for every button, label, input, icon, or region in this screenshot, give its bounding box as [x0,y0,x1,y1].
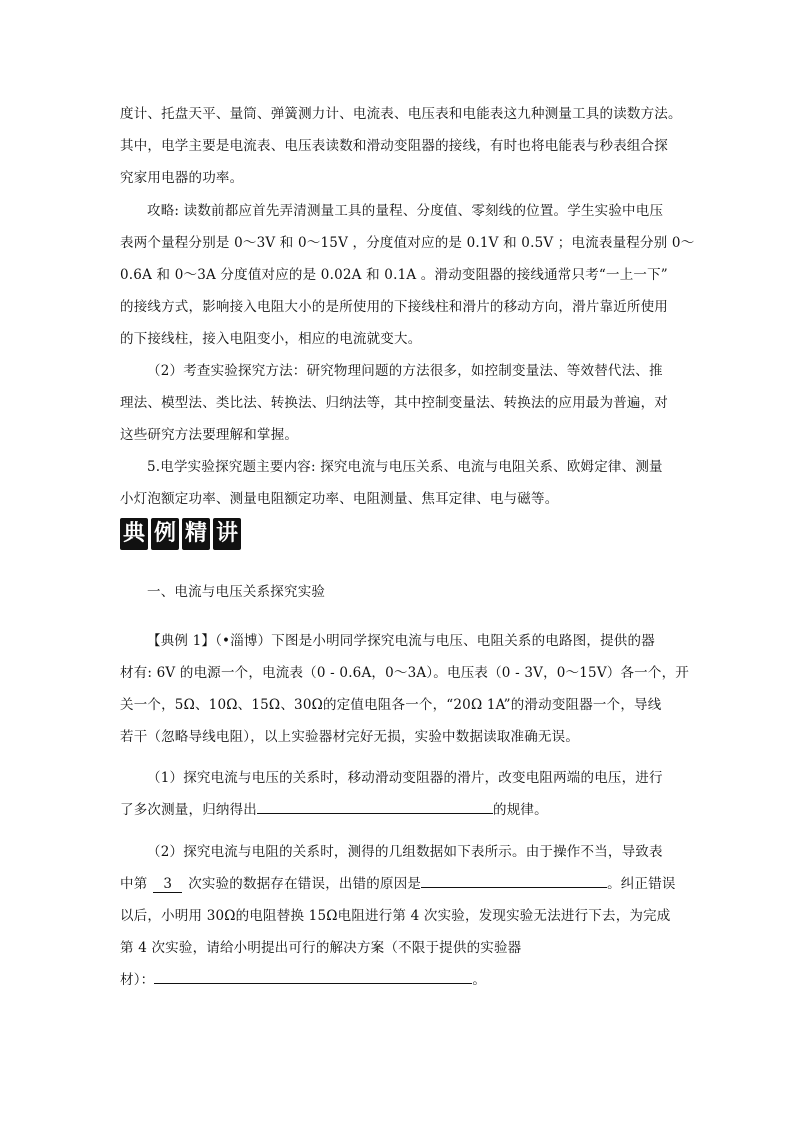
banner-char: 例 [151,518,179,550]
question-line [120,798,680,818]
question-line: 第 4 次实验，请给小明提出可行的解决方案（不限于提供的实验器 [120,940,522,956]
question-text: 了多次测量，归纳得出 [120,802,257,818]
banner-char: 典 [120,518,148,550]
paragraph-line: 这些研究方法要理解和掌握。 [120,427,299,443]
paragraph-line: 理法、模型法、类比法、转换法、归纳法等，其中控制变量法、转换法的应用最为普遍，对 [120,395,668,411]
section-title: 一、电流与电压关系探究实验 [147,584,326,600]
question-line [120,968,680,988]
question-text: 的规律。 [493,802,548,818]
banner-char: 精 [182,518,210,550]
question-line: （2）探究电流与电阻的关系时，测得的几组数据如下表所示。由于操作不当，导致表 [147,844,663,860]
paragraph-line: 其中，电学主要是电流表、电压表读数和滑动变阻器的接线，有时也将电能表与秒表组合探 [120,138,668,154]
paragraph-line: 5.电学实验探究题主要内容: 探究电流与电压关系、电流与电阻关系、欧姆定律、测量 [147,459,663,475]
answer-blank [257,799,493,814]
example-line: 关一个，5Ω、10Ω、15Ω、30Ω的定值电阻各一个，“20Ω 1A”的滑动变阻器一个，导线 [120,697,662,713]
paragraph-line: 小灯泡额定功率、测量电阻额定功率、电阻测量、焦耳定律、电与磁等。 [120,491,559,507]
question-line: （1）探究电流与电压的关系时，移动滑动变阻器的滑片，改变电阻两端的电压，进行 [147,770,663,786]
question-text: 中第 [120,876,148,892]
section-banner [120,518,241,552]
question-line: 以后，小明用 30Ω的电阻替换 15Ω电阻进行第 4 次实验，发现实验无法进行下去，为完成 [120,908,671,924]
question-line [120,872,680,893]
example-line: 【典例 1】（•淄博）下图是小明同学探究电流与电压、电阻关系的电路图，提供的器 [147,633,655,649]
paragraph-line: 度计、托盘天平、量筒、弹簧测力计、电流表、电压表和电能表这九种测量工具的读数方法。 [120,106,682,122]
answer-blank [154,969,472,984]
question-text: 次实验的数据存在错误，出错的原因是 [188,876,422,892]
paragraph-line: （2）考查实验探究方法：研究物理问题的方法很多，如控制变量法、等效替代法、推 [147,363,663,379]
question-text: 。纠正错误 [607,876,676,892]
example-line: 材有: 6V 的电源一个，电流表（0 - 0.6A，0～3A）。电压表（0 - 3V，0～15V）各一个，开 [120,665,689,681]
answer-blank [421,873,607,888]
paragraph-line: 的下接线柱，接入电阻变小，相应的电流就变大。 [120,331,422,347]
strategy-line: 攻略: 读数前都应首先弄清测量工具的量程、分度值、零刻线的位置。学生实验中电压 [147,203,664,219]
paragraph-line: 表两个量程分别是 0～3V 和 0～15V ，分度值对应的是 0.1V 和 0.5V ；电流表量程分别 0～ [120,235,695,251]
paragraph-line: 0.6A 和 0～3A 分度值对应的是 0.02A 和 0.1A 。滑动变阻器的接线通常只考“一上一下” [120,267,668,283]
question-text: 。 [472,972,487,988]
example-line: 若干（忽略导线电阻），以上实验器材完好无损，实验中数据读取准确无误。 [120,729,580,745]
answer-value: 3 [153,876,182,893]
paragraph-line: 的接线方式，影响接入电阻大小的是所使用的下接线柱和滑片的移动方向，滑片靠近所使用 [120,299,668,315]
banner-char: 讲 [213,518,241,550]
paragraph-line: 究家用电器的功率。 [120,170,244,186]
question-text: 材）： [120,972,155,988]
